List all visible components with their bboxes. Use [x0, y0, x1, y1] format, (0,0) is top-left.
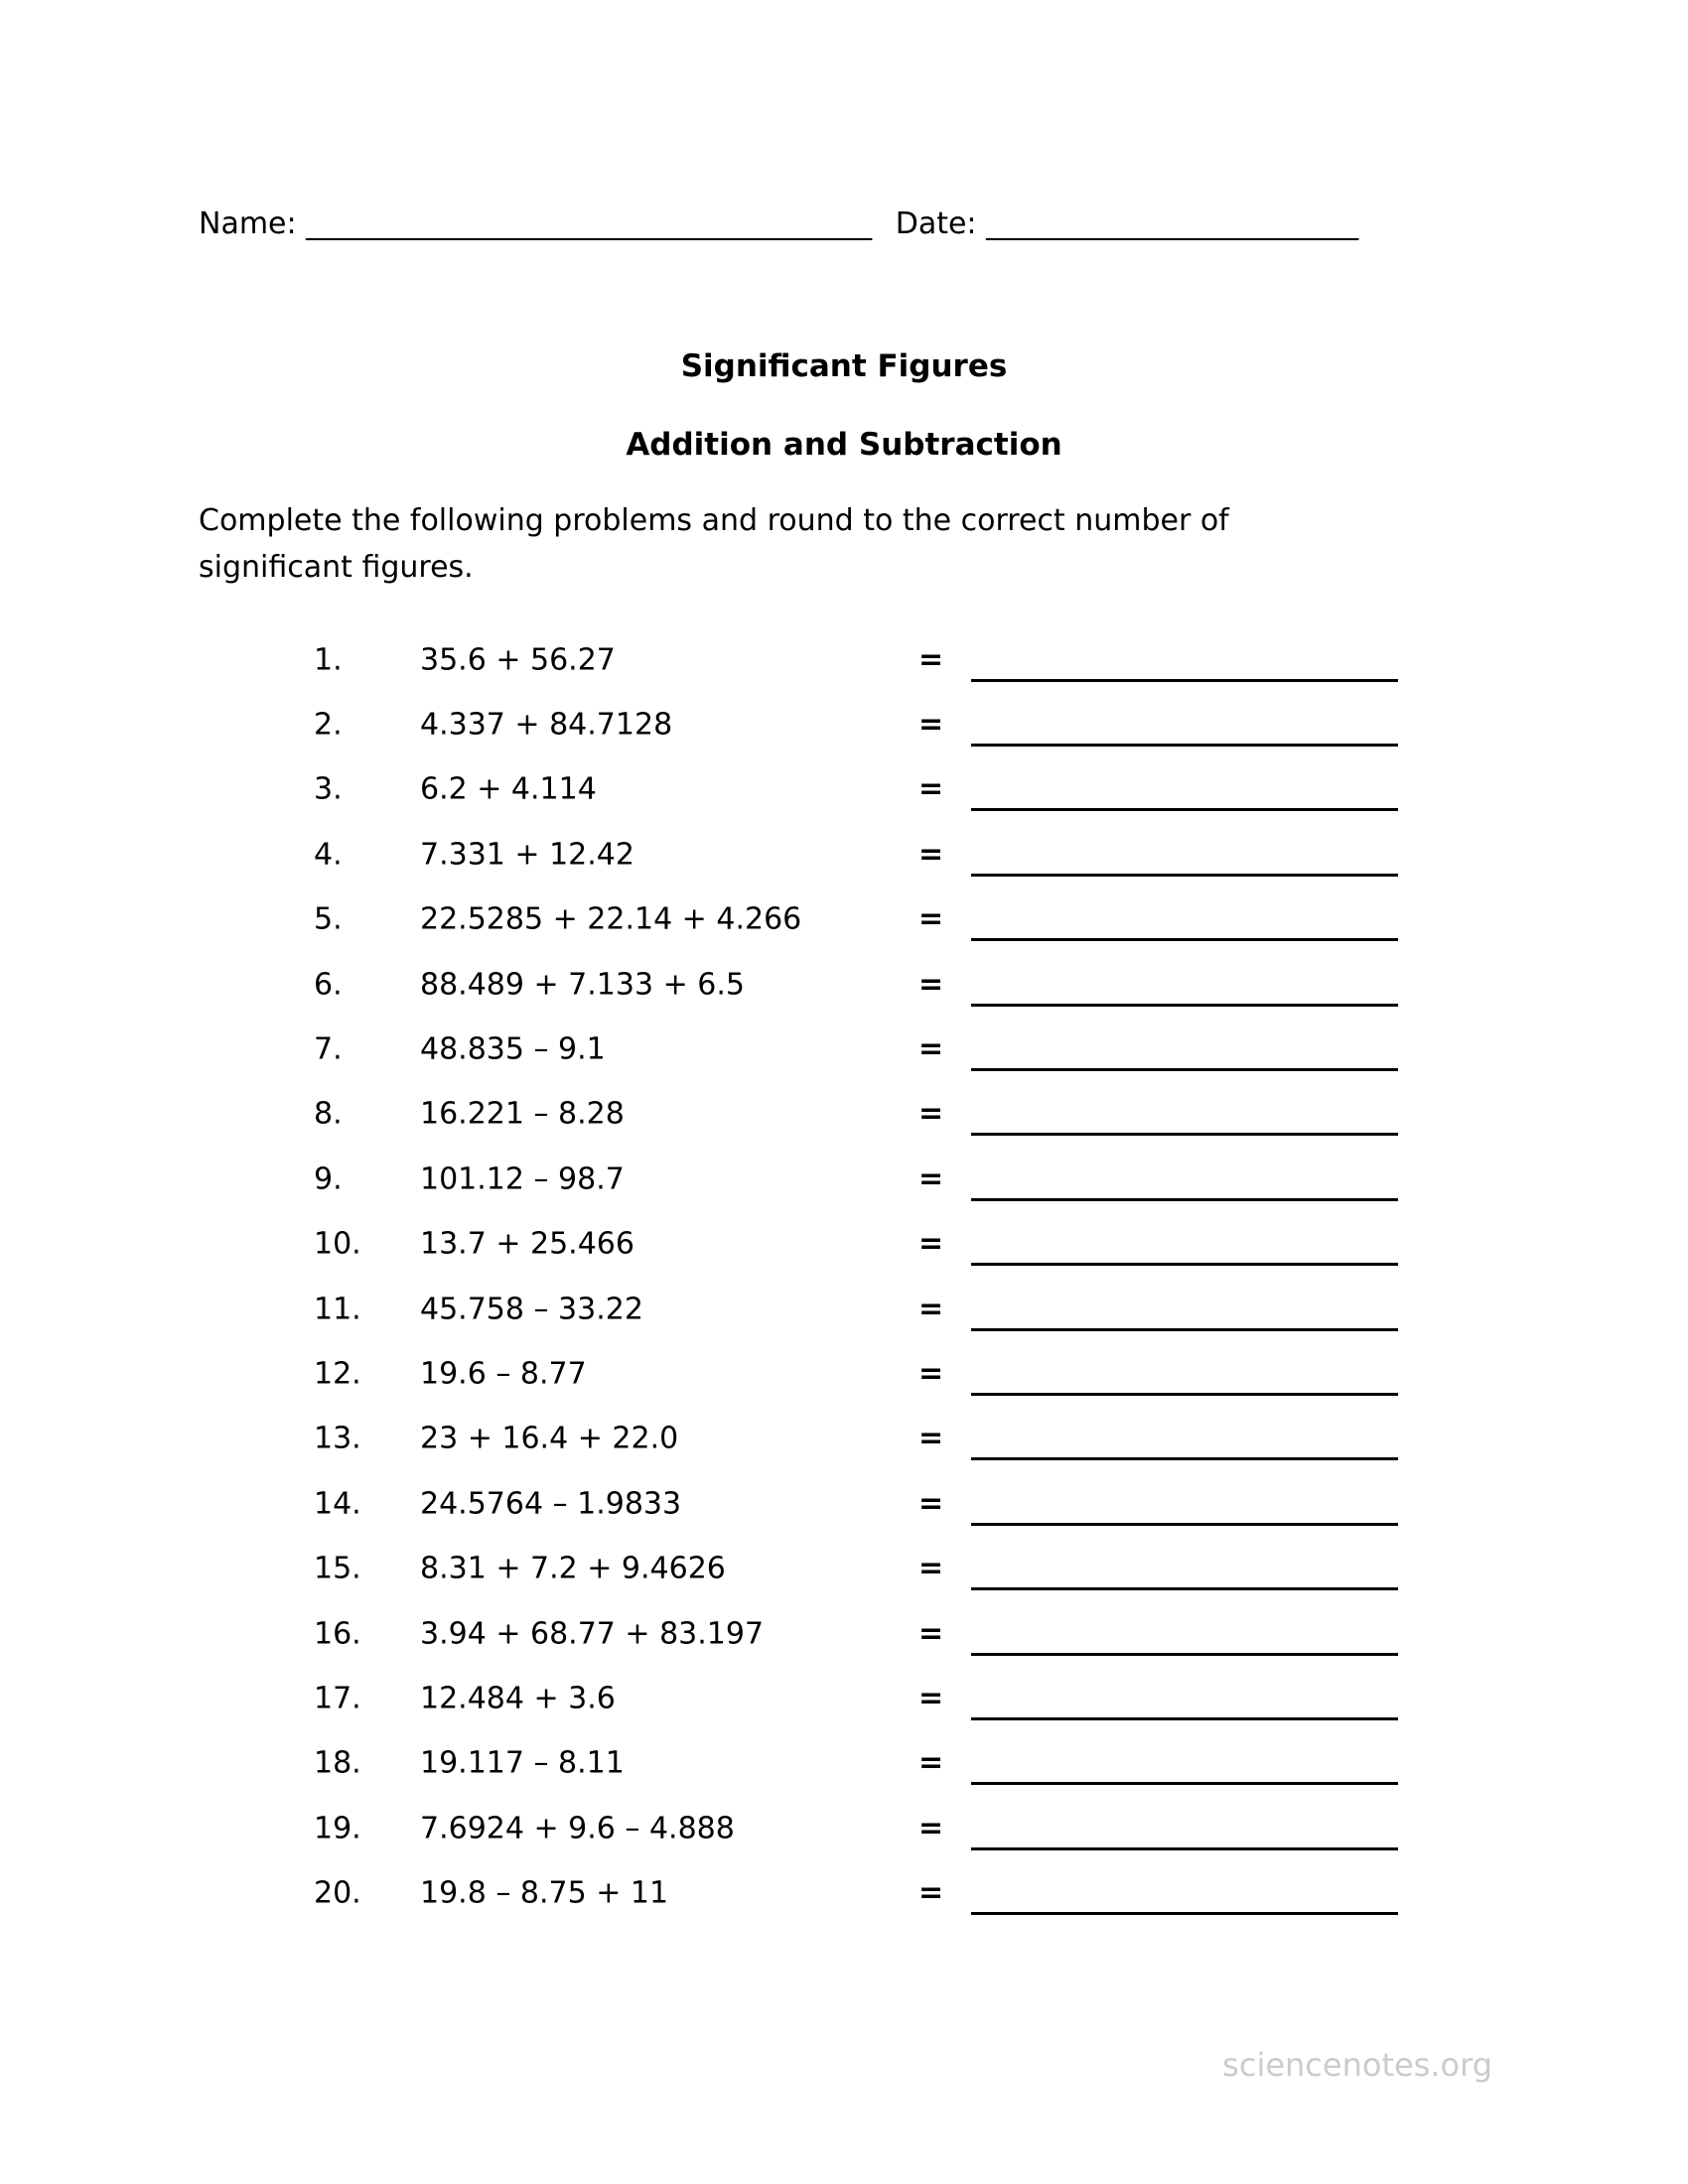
- answer-blank-line: [971, 1198, 1398, 1201]
- problem-number: 16.: [314, 1616, 361, 1652]
- problem-number: 3.: [314, 771, 343, 807]
- page-title: Significant Figures: [680, 348, 1008, 384]
- answer-blank-line: [971, 1587, 1398, 1590]
- equals-sign: =: [918, 1811, 944, 1846]
- problems-list: [0, 627, 1688, 1926]
- problem-number: 9.: [314, 1161, 343, 1197]
- answer-blank-line: [971, 1457, 1398, 1460]
- problem-number: 8.: [314, 1096, 343, 1132]
- answer-blank-line: [971, 808, 1398, 811]
- problem-number: 14.: [314, 1486, 361, 1522]
- problem-row: [0, 887, 1688, 952]
- answer-blank-line: [971, 1004, 1398, 1007]
- problem-row: [0, 757, 1688, 822]
- problem-expression: 22.5285 + 22.14 + 4.266: [420, 901, 802, 937]
- problem-number: 4.: [314, 837, 343, 873]
- problem-expression: 45.758 – 33.22: [420, 1292, 643, 1327]
- problem-expression: 19.117 – 8.11: [420, 1745, 625, 1781]
- problem-row: [0, 1407, 1688, 1471]
- equals-sign: =: [918, 1875, 944, 1911]
- problem-row: [0, 1796, 1688, 1860]
- problem-row: [0, 692, 1688, 756]
- name-label: Name:: [199, 206, 297, 241]
- problem-expression: 8.31 + 7.2 + 9.4626: [420, 1551, 726, 1586]
- answer-blank-line: [971, 938, 1398, 941]
- problem-expression: 6.2 + 4.114: [420, 771, 597, 807]
- problem-expression: 12.484 + 3.6: [420, 1681, 616, 1716]
- problem-row: [0, 822, 1688, 887]
- problem-number: 17.: [314, 1681, 361, 1716]
- date-blank-line: _________________________: [986, 206, 1359, 241]
- equals-sign: =: [918, 1031, 944, 1067]
- problem-number: 7.: [314, 1031, 343, 1067]
- problem-number: 12.: [314, 1356, 361, 1392]
- answer-blank-line: [971, 874, 1398, 877]
- equals-sign: =: [918, 1551, 944, 1586]
- problem-row: [0, 1017, 1688, 1081]
- problem-row: [0, 1666, 1688, 1730]
- equals-sign: =: [918, 901, 944, 937]
- problem-number: 10.: [314, 1226, 361, 1262]
- answer-blank-line: [971, 1912, 1398, 1915]
- answer-blank-line: [971, 1847, 1398, 1850]
- instructions-text: Complete the following problems and round to the correct number of significant figures.: [199, 503, 1229, 585]
- date-label: Date:: [895, 206, 977, 241]
- problem-row: [0, 1212, 1688, 1277]
- answer-blank-line: [971, 1393, 1398, 1396]
- answer-blank-line: [971, 1328, 1398, 1331]
- problem-expression: 48.835 – 9.1: [420, 1031, 606, 1067]
- equals-sign: =: [918, 1292, 944, 1327]
- problem-number: 5.: [314, 901, 343, 937]
- page-subtitle: Addition and Subtraction: [626, 427, 1062, 463]
- problem-number: 20.: [314, 1875, 361, 1911]
- equals-sign: =: [918, 1421, 944, 1456]
- equals-sign: =: [918, 967, 944, 1003]
- equals-sign: =: [918, 1486, 944, 1522]
- answer-blank-line: [971, 1263, 1398, 1266]
- problem-expression: 7.6924 + 9.6 – 4.888: [420, 1811, 735, 1846]
- equals-sign: =: [918, 837, 944, 873]
- problem-row: [0, 1341, 1688, 1406]
- equals-sign: =: [918, 1356, 944, 1392]
- problem-row: [0, 1277, 1688, 1341]
- problem-expression: 24.5764 – 1.9833: [420, 1486, 682, 1522]
- problem-expression: 13.7 + 25.466: [420, 1226, 634, 1262]
- problem-row: [0, 1082, 1688, 1147]
- problem-row: [0, 1536, 1688, 1600]
- footer-site: sciencenotes.org: [1222, 2046, 1492, 2084]
- problem-expression: 3.94 + 68.77 + 83.197: [420, 1616, 765, 1652]
- answer-blank-line: [971, 1133, 1398, 1136]
- problem-row: [0, 1147, 1688, 1211]
- problem-row: [0, 1860, 1688, 1925]
- problem-number: 2.: [314, 707, 343, 743]
- answer-blank-line: [971, 744, 1398, 747]
- equals-sign: =: [918, 1161, 944, 1197]
- problem-number: 13.: [314, 1421, 361, 1456]
- answer-blank-line: [971, 1068, 1398, 1071]
- problem-expression: 19.8 – 8.75 + 11: [420, 1875, 669, 1911]
- problem-expression: 7.331 + 12.42: [420, 837, 634, 873]
- problem-expression: 4.337 + 84.7128: [420, 707, 673, 743]
- problem-expression: 101.12 – 98.7: [420, 1161, 625, 1197]
- problem-expression: 16.221 – 8.28: [420, 1096, 625, 1132]
- answer-blank-line: [971, 1523, 1398, 1526]
- problem-number: 15.: [314, 1551, 361, 1586]
- problem-number: 6.: [314, 967, 343, 1003]
- problem-number: 11.: [314, 1292, 361, 1327]
- equals-sign: =: [918, 1745, 944, 1781]
- problem-row: [0, 952, 1688, 1017]
- answer-blank-line: [971, 1717, 1398, 1720]
- problem-expression: 19.6 – 8.77: [420, 1356, 587, 1392]
- equals-sign: =: [918, 642, 944, 678]
- problem-number: 18.: [314, 1745, 361, 1781]
- equals-sign: =: [918, 771, 944, 807]
- problem-expression: 23 + 16.4 + 22.0: [420, 1421, 679, 1456]
- equals-sign: =: [918, 1096, 944, 1132]
- answer-blank-line: [971, 1782, 1398, 1785]
- problem-expression: 88.489 + 7.133 + 6.5: [420, 967, 745, 1003]
- equals-sign: =: [918, 1616, 944, 1652]
- name-blank-line: ______________________________________: [306, 206, 873, 241]
- problem-number: 1.: [314, 642, 343, 678]
- problem-expression: 35.6 + 56.27: [420, 642, 616, 678]
- problem-row: [0, 1601, 1688, 1666]
- equals-sign: =: [918, 1681, 944, 1716]
- problem-row: [0, 1731, 1688, 1796]
- problem-row: [0, 1471, 1688, 1536]
- problem-row: [0, 627, 1688, 692]
- problem-number: 19.: [314, 1811, 361, 1846]
- answer-blank-line: [971, 1653, 1398, 1656]
- name-date-row: [199, 203, 1492, 246]
- equals-sign: =: [918, 1226, 944, 1262]
- equals-sign: =: [918, 707, 944, 743]
- answer-blank-line: [971, 679, 1398, 682]
